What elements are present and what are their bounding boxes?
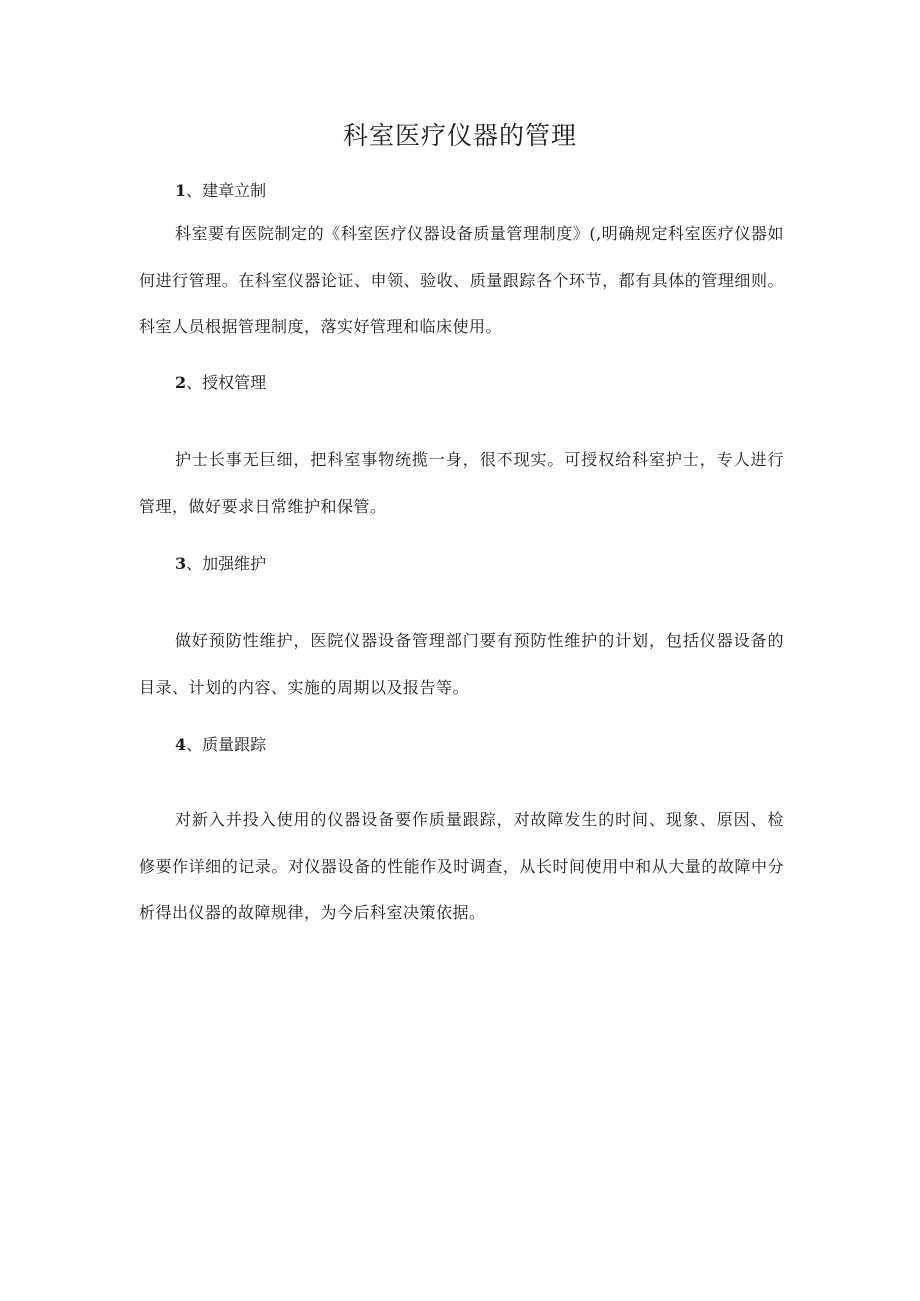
section-title: 建章立制 — [202, 181, 267, 200]
section-number: 4 — [175, 735, 187, 754]
section-title: 加强维护 — [202, 554, 267, 573]
section-separator: 、 — [186, 554, 203, 573]
section-separator: 、 — [186, 735, 203, 754]
section-heading-1 — [175, 179, 266, 203]
section-body-2: 护士长事无巨细，把科室事物统揽一身，很不现实。可授权给科室护士，专人进行管理，做好要求日常维护和保管。 — [139, 450, 784, 516]
section-number: 3 — [175, 554, 187, 573]
section-title: 质量跟踪 — [202, 735, 267, 754]
page-title: 科室医疗仪器的管理 — [342, 121, 577, 150]
section-title: 授权管理 — [202, 373, 267, 392]
section-heading-4 — [175, 733, 266, 757]
section-heading-2 — [175, 371, 266, 395]
section-number: 1 — [175, 181, 187, 200]
section-body-3: 做好预防性维护，医院仪器设备管理部门要有预防性维护的计划，包括仪器设备的目录、计划的内容、实施的周期以及报告等。 — [139, 631, 784, 697]
section-number: 2 — [175, 373, 187, 392]
section-separator: 、 — [186, 181, 203, 200]
section-heading-3 — [175, 552, 266, 576]
section-separator: 、 — [186, 373, 203, 392]
section-body-1: 科室要有医院制定的《科室医疗仪器设备质量管理制度》(,明确规定科室医疗仪器如何进行管理。在科室仪器论证、申领、验收、质量跟踪各个环节，都有具体的管理细则。科室人员根据管理制度，落实好管理和临床使用。 — [139, 224, 784, 336]
section-body-4: 对新入并投入使用的仪器设备要作质量跟踪，对故障发生的时间、现象、原因、检修要作详细的记录。对仪器设备的性能作及时调查，从长时间使用中和从大量的故障中分析得出仪器的故障规律，为今后科室决策依据。 — [139, 810, 784, 922]
